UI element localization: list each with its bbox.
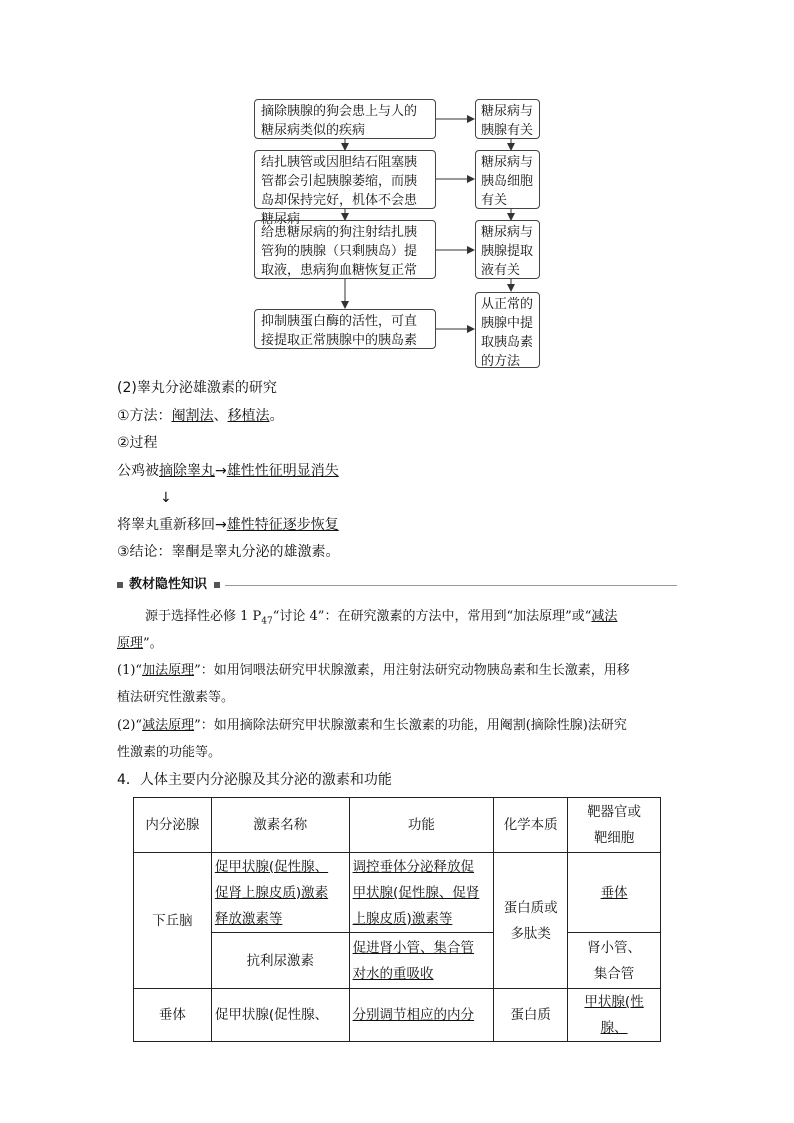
method-sep: 、 <box>213 408 228 424</box>
table-header-row <box>134 798 661 853</box>
cell-chemistry-2: 蛋白质 <box>494 989 568 1042</box>
hidden-p3-line2: 性激素的功能等。 <box>117 745 222 760</box>
cell-target-1: 垂体 <box>568 853 661 933</box>
p3-text: ”：如用摘除法研究甲状腺激素和生长激素的功能，用阉割(摘除性腺)法研究 <box>194 718 627 733</box>
hidden-p1-line2 <box>117 634 163 654</box>
method-end: 。 <box>269 408 284 424</box>
p1-source: 源于选择性必修 1 P <box>145 609 262 624</box>
p1-text: “讨论 4”：在研究激素的方法中，常用到“加法原理”或“ <box>272 609 592 624</box>
p3-underline: 减法原理 <box>142 718 195 733</box>
step2-action: 将睾丸重新移回 <box>117 517 215 533</box>
hidden-p3-line1 <box>117 716 627 736</box>
down-arrow: ↓ <box>160 490 172 506</box>
cell-chemistry-1: 蛋白质或 多肽类 <box>494 853 568 989</box>
flow-left-box-1: 摘除胰腺的狗会患上与人的糖尿病类似的疾病 <box>254 99 436 139</box>
flow-left-box-2: 结扎胰管或因胆结石阻塞胰管都会引起胰腺萎缩，而胰岛却保持完好，机体不会患糖尿病 <box>254 150 436 209</box>
flow-right-box-2: 糖尿病与胰岛细胞有关 <box>475 150 540 209</box>
th-chemistry: 化学本质 <box>494 798 568 853</box>
cell-hypothalamus: 下丘脑 <box>134 853 212 989</box>
flow-right-box-1: 糖尿病与胰腺有关 <box>475 99 540 139</box>
testis-method <box>117 406 284 426</box>
hidden-p2-line2: 植法研究性激素等。 <box>117 690 235 705</box>
section-square-left <box>117 582 123 588</box>
method-transplant: 移植法 <box>227 408 270 424</box>
p1-end: ”。 <box>143 636 163 651</box>
cell-adh: 抗利尿激素 <box>211 933 349 989</box>
section-square-right <box>214 582 220 588</box>
flow-right-box-4: 从正常的胰腺中提取胰岛素的方法 <box>475 292 540 368</box>
section-title: 教材隐性知识 <box>129 577 208 592</box>
testis-conclusion: ③结论：睾酮是睾丸分泌的雄激素。 <box>117 544 340 560</box>
method-prefix: ①方法： <box>117 408 172 424</box>
step1-action: 摘除睾丸 <box>159 463 215 479</box>
testis-process: ②过程 <box>117 435 158 451</box>
testis-step-2 <box>117 515 339 535</box>
cell-function-2: 促进肾小管、集合管 对水的重吸收 <box>349 933 494 989</box>
flow-left-box-4: 抑制胰蛋白酶的活性，可直接提取正常胰腺中的胰岛素 <box>254 309 436 349</box>
cell-target-2: 肾小管、 集合管 <box>568 933 661 989</box>
table-row <box>134 933 661 989</box>
section-bar <box>117 575 677 595</box>
hidden-p2-line1 <box>117 661 630 681</box>
endocrine-table <box>133 797 661 1042</box>
table-row <box>134 853 661 933</box>
flow-left-box-3: 给患糖尿病的狗注射结扎胰管狗的胰腺（只剩胰岛）提取液，患病狗血糖恢复正常 <box>254 220 436 279</box>
th-gland: 内分泌腺 <box>134 798 212 853</box>
step2-arrow: → <box>215 517 227 533</box>
item4-title: 4．人体主要内分泌腺及其分泌的激素和功能 <box>117 772 392 788</box>
section-rule <box>225 585 677 586</box>
th-hormone: 激素名称 <box>211 798 349 853</box>
hidden-p1-line1 <box>145 607 617 632</box>
step1-subject: 公鸡被 <box>117 463 159 479</box>
step1-arrow: → <box>215 463 227 479</box>
p2-lead: (1)“ <box>117 663 143 678</box>
cell-target-3: 甲状腺(性腺、 <box>568 989 661 1042</box>
th-function: 功能 <box>349 798 494 853</box>
th-target: 靶器官或 靶细胞 <box>568 798 661 853</box>
p1-page: 47 <box>261 616 273 627</box>
method-castration: 阉割法 <box>171 408 214 424</box>
step1-result: 雄性性征明显消失 <box>226 463 339 479</box>
cell-releasing-hormones: 促甲状腺(促性腺、 促肾上腺皮质)激素 释放激素等 <box>211 853 349 933</box>
step2-result: 雄性特征逐步恢复 <box>226 517 339 533</box>
p2-text: ”：如用饲喂法研究甲状腺激素，用注射法研究动物胰岛素和生长激素，用移 <box>194 663 630 678</box>
flow-right-box-3: 糖尿病与胰腺提取液有关 <box>475 220 540 279</box>
testis-heading: (2)睾丸分泌雄激素的研究 <box>117 380 277 396</box>
table-row <box>134 989 661 1042</box>
cell-function-1: 调控垂体分泌释放促 甲状腺(促性腺、促肾 上腺皮质)激素等 <box>349 853 494 933</box>
p3-lead: (2)“ <box>117 718 143 733</box>
p1-underline-2: 原理 <box>117 636 144 651</box>
p1-underline: 减法 <box>591 609 618 624</box>
cell-pituitary: 垂体 <box>134 989 212 1042</box>
cell-tropic-hormone: 促甲状腺(促性腺、 <box>211 989 349 1042</box>
testis-step-1 <box>117 461 339 481</box>
p2-underline: 加法原理 <box>142 663 195 678</box>
cell-function-3: 分别调节相应的内分 <box>349 989 494 1042</box>
